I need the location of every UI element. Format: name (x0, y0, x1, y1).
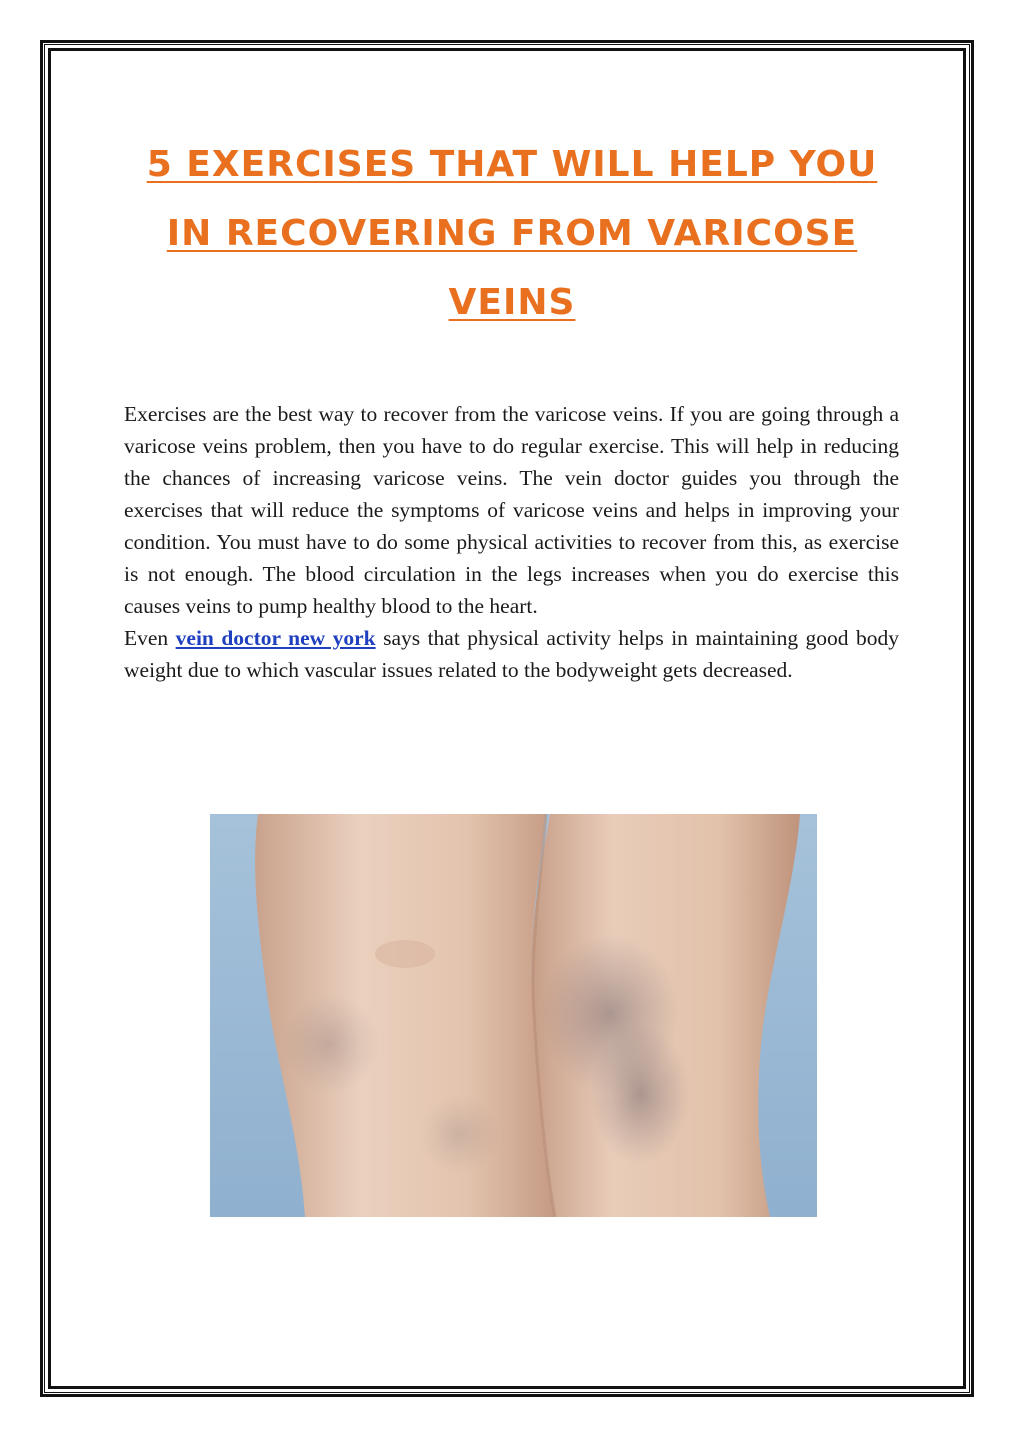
paragraph-doctor-prefix: Even (124, 626, 169, 650)
document-title (120, 130, 904, 337)
legs-varicose-veins-photo-icon (210, 814, 817, 1217)
paragraph-doctor (124, 622, 899, 686)
paragraph-intro: Exercises are the best way to recover from the varicose veins. If you are going through a varicose veins problem, then you have to do regular exercise. This will help in reducing the chances of increasing varicose veins. The vein doctor guides you through the exercises that will reduce the symptoms of varicose veins and helps in improving your condition. You must have to do some physical activities to recover from this, as exercise is not enough. The blood circulation in the legs increases when you do exercise this causes veins to pump healthy blood to the heart. (124, 402, 899, 618)
vein-doctor-link[interactable]: vein doctor new york (175, 626, 376, 650)
article-body (124, 398, 899, 686)
paragraph-doctor-suffix: says that physical activity helps in maintaining good body weight due to which vascular issues related to the bodyweight gets decreased. (124, 626, 900, 682)
document-title-text: 5 EXERCISES THAT WILL HELP YOU IN RECOVERING FROM VARICOSE VEINS (146, 144, 878, 323)
legs-photo (210, 814, 817, 1217)
